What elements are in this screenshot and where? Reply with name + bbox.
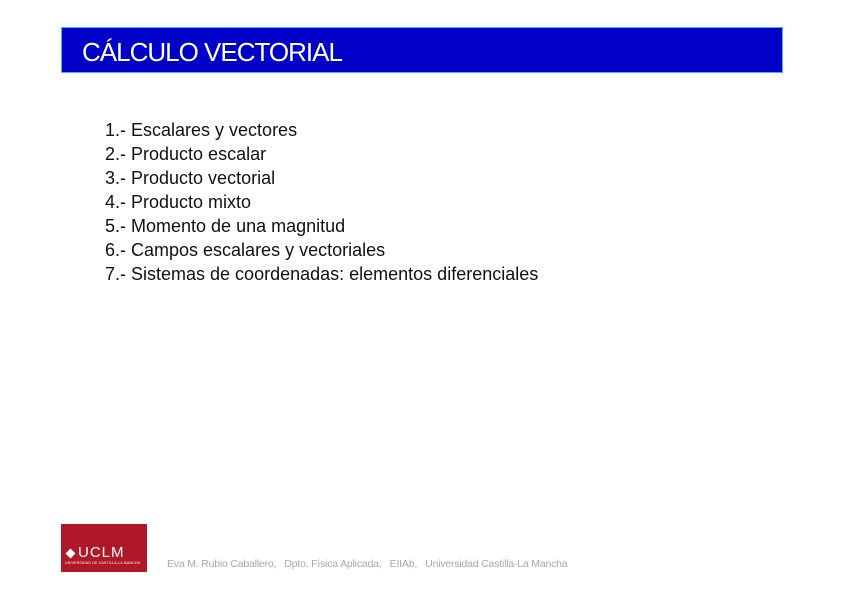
topic-item: 1.- Escalares y vectores: [105, 120, 298, 140]
title-bar: [61, 27, 783, 73]
topic-item: 4.- Producto mixto: [105, 192, 252, 212]
slide-title: CÁLCULO VECTORIAL: [82, 37, 342, 67]
logo-mark: [65, 545, 125, 561]
topic-item: 2.- Producto escalar: [105, 144, 267, 164]
topic-item: 3.- Producto vectorial: [105, 168, 276, 188]
topic-item: 6.- Campos escalares y vectoriales: [105, 240, 386, 260]
logo-subtitle: UNIVERSIDAD DE CASTILLA-LA MANCHA: [65, 561, 141, 565]
logo-text: UCLM: [78, 544, 125, 561]
footer-credits: Eva M. Rubio Caballero, Dpto. Física Aplicada, EIIAb, Universidad Castilla-La Mancha: [167, 558, 568, 570]
uclm-logo: [61, 524, 147, 572]
topic-list: [105, 118, 538, 286]
diamond-icon: [66, 548, 76, 558]
topic-item: 5.- Momento de una magnitud: [105, 216, 346, 236]
topic-item: 7.- Sistemas de coordenadas: elementos diferenciales: [105, 264, 539, 284]
